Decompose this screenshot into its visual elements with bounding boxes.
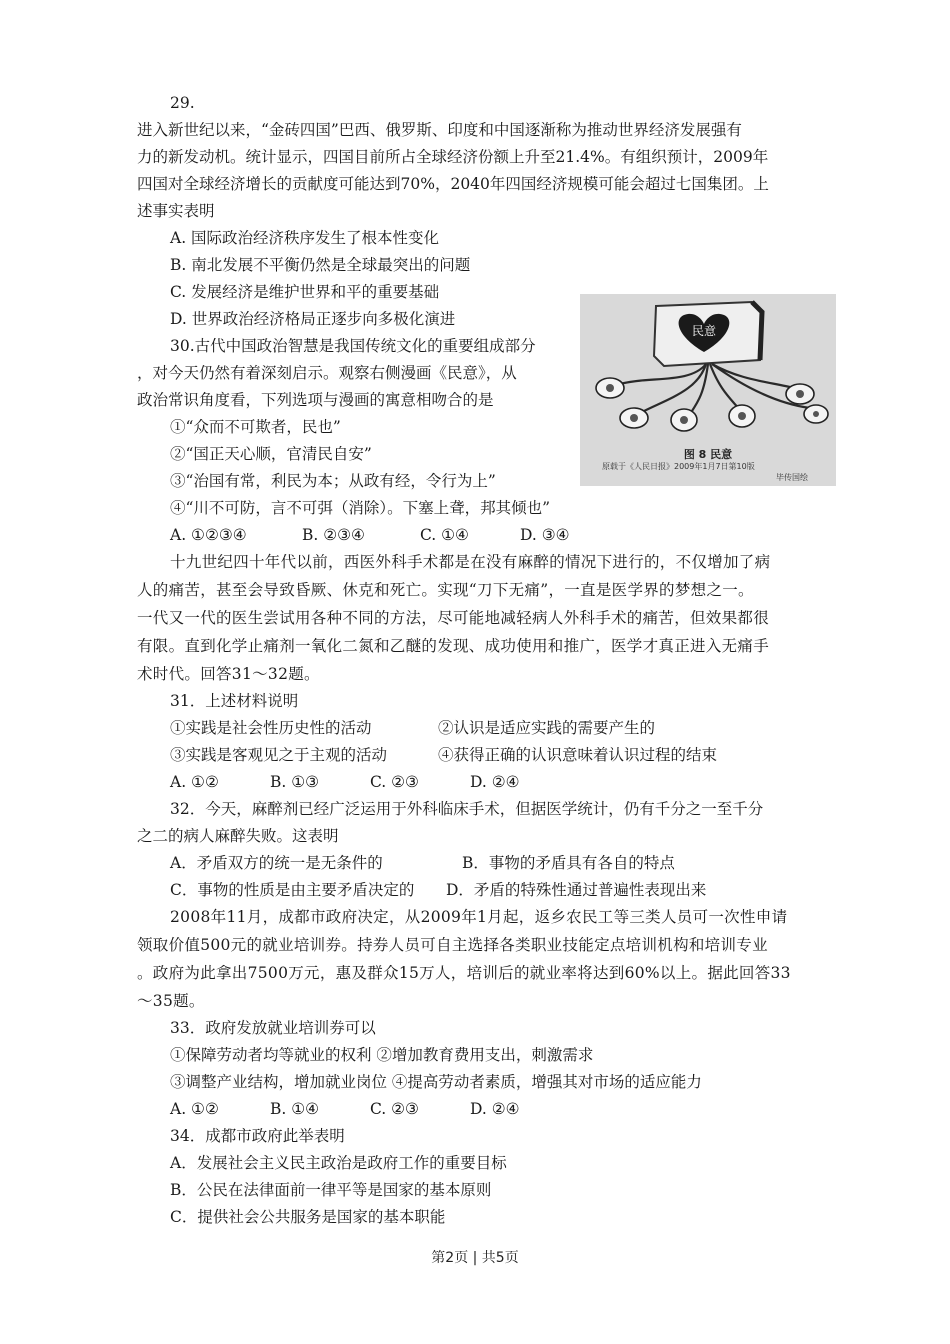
passage-33-35-line-1: 2008年11月，成都市政府决定，从2009年1月起，返乡农民工等三类人员可一次性申请 — [170, 908, 788, 926]
figure-source: 原载于《人民日报》2009年1月7日第10版 — [602, 462, 755, 471]
passage-33-35-line-2: 领取价值500元的就业培训券。持券人员可自主选择各类职业技能定点培训机构和培训专业 — [137, 936, 768, 954]
question-29-number: 29. — [170, 94, 195, 112]
question-31-option-b: B. ①③ — [270, 773, 320, 791]
question-30-item-3: ③“治国有常，利民为本；从政有经，令行为上” — [170, 472, 496, 490]
question-32-stem-line-1: 32．今天，麻醉剂已经广泛运用于外科临床手术，但据医学统计，仍有千分之一至千分 — [170, 800, 764, 818]
question-34-stem: 34．成都市政府此举表明 — [170, 1127, 345, 1145]
question-31-stem: 31．上述材料说明 — [170, 692, 299, 710]
question-29-option-d: D. 世界政治经济格局正逐步向多极化演进 — [170, 310, 456, 328]
question-29-option-b: B. 南北发展不平衡仍然是全球最突出的问题 — [170, 256, 471, 274]
question-30-item-2: ②“国正天心顺，官清民自安” — [170, 445, 372, 463]
question-33-option-c: C. ②③ — [370, 1100, 419, 1118]
question-30-option-b: B. ②③④ — [302, 526, 365, 544]
question-29-option-c: C. 发展经济是维护世界和平的重要基础 — [170, 283, 440, 301]
question-31-item-4: ④获得正确的认识意味着认识过程的结束 — [438, 746, 718, 764]
question-33-stem: 33．政府发放就业培训券可以 — [170, 1019, 376, 1037]
question-29-stem-line-4: 述事实表明 — [137, 202, 215, 220]
question-30-option-a: A. ①②③④ — [170, 526, 247, 544]
passage-31-32-line-2: 人的痛苦，甚至会导致昏厥、休克和死亡。实现“刀下无痛”，一直是医学界的梦想之一。 — [137, 581, 754, 599]
passage-31-32-line-4: 有限。直到化学止痛剂一氧化二氮和乙醚的发现、成功使用和推广，医学才真正进入无痛手 — [137, 637, 770, 655]
question-32-option-a: A．矛盾双方的统一是无条件的 — [170, 854, 383, 872]
question-33-option-b: B. ①④ — [270, 1100, 320, 1118]
page-footer: 第2页 | 共5页 — [431, 1250, 519, 1266]
question-32-option-d: D．矛盾的特殊性通过普遍性表现出来 — [446, 881, 707, 899]
question-31-item-1: ①实践是社会性历史性的活动 — [170, 719, 372, 737]
question-29-stem-line-2: 力的新发动机。统计显示，四国目前所占全球经济份额上升至21.4%。有组织预计，2009年 — [137, 148, 769, 166]
question-34-option-b: B．公民在法律面前一律平等是国家的基本原则 — [170, 1181, 492, 1199]
question-31-item-3: ③实践是客观见之于主观的活动 — [170, 746, 388, 764]
question-33-option-d: D. ②④ — [470, 1100, 520, 1118]
question-31-option-d: D. ②④ — [470, 773, 520, 791]
figure-caption: 图 8 民意 — [683, 448, 733, 461]
cartoon-minyi-figure — [580, 294, 836, 486]
question-30-item-4: ④“川不可防，言不可弭（消除）。下塞上聋，邦其倾也” — [170, 499, 551, 517]
passage-31-32-line-3: 一代又一代的医生尝试用各种不同的方法，尽可能地减轻病人外科手术的痛苦，但效果都很 — [137, 609, 770, 627]
heart-label: 民意 — [691, 324, 717, 338]
passage-33-35-line-4: ～35题。 — [137, 992, 205, 1010]
question-30-option-c: C. ①④ — [420, 526, 469, 544]
question-30-option-d: D. ③④ — [520, 526, 570, 544]
question-32-option-b: B．事物的矛盾具有各自的特点 — [462, 854, 675, 872]
question-30-item-1: ①“众而不可欺者，民也” — [170, 418, 341, 436]
question-29-stem-line-3: 四国对全球经济增长的贡献度可能达到70%，2040年四国经济规模可能会超过七国集团。上 — [137, 175, 769, 193]
question-33-items-row-1: ①保障劳动者均等就业的权利 ②增加教育费用支出，刺激需求 — [170, 1046, 594, 1064]
question-33-option-a: A. ①② — [170, 1100, 219, 1118]
figure-author: 毕传国绘 — [776, 473, 808, 482]
question-32-stem-line-2: 之二的病人麻醉失败。这表明 — [137, 827, 339, 845]
passage-31-32-line-1: 十九世纪四十年代以前，西医外科手术都是在没有麻醉的情况下进行的，不仅增加了病 — [170, 553, 771, 571]
passage-33-35-line-3: 。政府为此拿出7500万元，惠及群众15万人，培训后的就业率将达到60%以上。据此回答33 — [137, 964, 791, 982]
question-30-stem-line-3: 政治常识角度看，下列选项与漫画的寓意相吻合的是 — [137, 391, 494, 409]
question-29-option-a: A. 国际政治经济秩序发生了根本性变化 — [170, 229, 440, 247]
question-30-stem-line-1: 30.古代中国政治智慧是我国传统文化的重要组成部分 — [170, 337, 536, 355]
question-31-item-2: ②认识是适应实践的需要产生的 — [438, 719, 656, 737]
question-32-option-c: C．事物的性质是由主要矛盾决定的 — [170, 881, 415, 899]
question-29-stem-line-1: 进入新世纪以来，“金砖四国”巴西、俄罗斯、印度和中国逐渐称为推动世界经济发展强有 — [137, 121, 742, 139]
passage-31-32-line-5: 术时代。回答31～32题。 — [137, 665, 320, 683]
question-34-option-a: A．发展社会主义民主政治是政府工作的重要目标 — [170, 1154, 507, 1172]
question-34-option-c: C．提供社会公共服务是国家的基本职能 — [170, 1208, 446, 1226]
question-30-stem-line-2: ，对今天仍然有着深刻启示。观察右侧漫画《民意》，从 — [137, 364, 517, 382]
question-33-items-row-2: ③调整产业结构，增加就业岗位 ④提高劳动者素质，增强其对市场的适应能力 — [170, 1073, 702, 1091]
question-31-option-a: A. ①② — [170, 773, 219, 791]
question-31-option-c: C. ②③ — [370, 773, 419, 791]
